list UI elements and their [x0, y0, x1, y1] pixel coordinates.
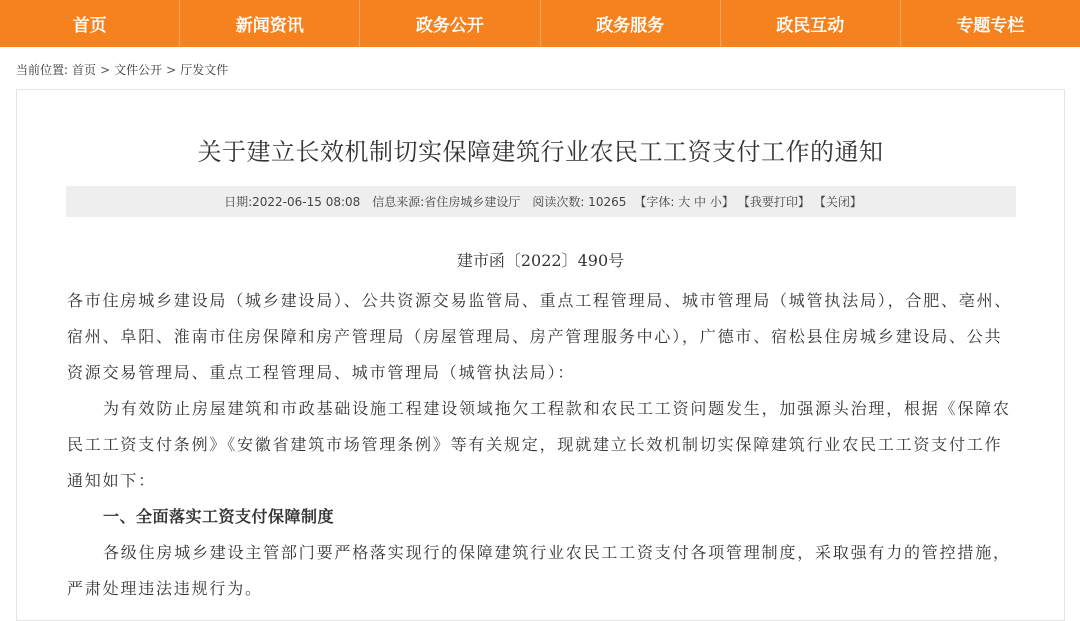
article-meta-bar — [66, 186, 1016, 217]
nav-government-affairs[interactable]: 政务公开 — [360, 0, 540, 47]
nav-news[interactable]: 新闻资讯 — [180, 0, 360, 47]
body-paragraph: 各级住房城乡建设主管部门要严格落实现行的保障建筑行业农民工工资支付各项管理制度，采取强有力的管控措施，严肃处理违法违规行为。 — [67, 543, 1011, 598]
info-source: 信息来源:省住房城乡建设厅 — [372, 195, 521, 209]
breadcrumb-separator: > — [100, 62, 111, 77]
nav-government-services[interactable]: 政务服务 — [541, 0, 721, 47]
top-nav — [0, 0, 1080, 47]
document-number: 建市函〔2022〕490号 — [456, 251, 625, 270]
breadcrumb-home[interactable]: 首页 — [72, 63, 97, 77]
breadcrumb-department-documents[interactable]: 厅发文件 — [180, 63, 229, 77]
nav-home[interactable]: 首页 — [0, 0, 180, 47]
breadcrumb — [16, 61, 228, 78]
breadcrumb-separator: > — [166, 62, 177, 77]
print-link[interactable]: 【我要打印】 — [737, 195, 810, 209]
section-heading: 一、全面落实工资支付保障制度 — [103, 507, 335, 526]
font-size-control[interactable]: 【字体: 大 中 小】 — [634, 195, 734, 209]
breadcrumb-file-disclosure[interactable]: 文件公开 — [114, 63, 163, 77]
article-title: 关于建立长效机制切实保障建筑行业农民工工资支付工作的通知 — [197, 138, 884, 166]
article-body — [67, 283, 1017, 607]
publish-date: 日期:2022-06-15 08:08 — [224, 195, 361, 209]
view-count: 阅读次数: 10265 — [532, 195, 627, 209]
article-panel — [16, 89, 1065, 621]
nav-special-topics[interactable]: 专题专栏 — [956, 16, 1025, 36]
addressee-paragraph: 各市住房城乡建设局（城乡建设局）、公共资源交易监管局、重点工程管理局、城市管理局（城管执法局），合肥、亳州、宿州、阜阳、淮南市住房保障和房产管理局（房屋管理局、房产管理服务中心），广德市、宿松县住房城乡建设局、公共资源交易管理局、重点工程管理局、城市管理局（城管执法局）： — [67, 291, 1013, 382]
close-link[interactable]: 【关闭】 — [813, 195, 862, 209]
body-paragraph: 为有效防止房屋建筑和市政基础设施工程建设领域拖欠工程款和农民工工资问题发生，加强源头治理，根据《保障农民工工资支付条例》《安徽省建筑市场管理条例》等有关规定，现就建立长效机制切实保障建筑行业农民工工资支付工作通知如下： — [67, 399, 1011, 490]
nav-public-interaction[interactable]: 政民互动 — [721, 0, 901, 47]
breadcrumb-prefix: 当前位置: — [16, 63, 69, 77]
